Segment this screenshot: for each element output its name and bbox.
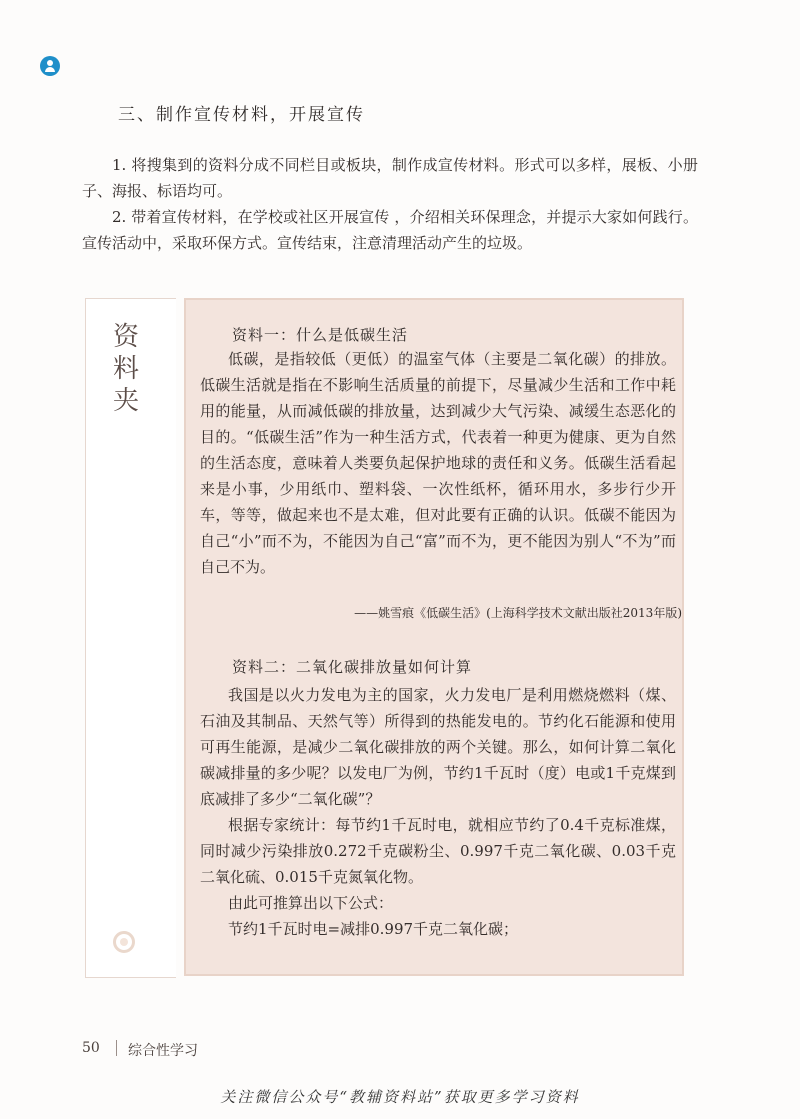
- footer-section-label: 综合性学习: [128, 1043, 198, 1059]
- material-1-title: 资料一：什么是低碳生活: [232, 326, 409, 344]
- material-1-body: [200, 346, 676, 580]
- page-number: 50: [82, 1040, 100, 1056]
- material-2-paragraph: 由此可推算出以下公式：: [228, 894, 394, 912]
- footer-divider: [116, 1040, 117, 1056]
- material-2-body: [200, 682, 676, 942]
- material-2-paragraph: 根据专家统计：每节约1千瓦时电，就相应节约了0.4千克标准煤，同时减少污染排放0.272千克碳粉尘、0.997千克二氧化碳、0.03千克二氧化硫、0.015千克氮氧化物。: [200, 816, 676, 886]
- sidebar-title: 资料夹: [112, 322, 139, 416]
- instruction-paragraph-1: 1. 将搜集到的资料分成不同栏目或板块，制作成宣传材料。形式可以多样，展板、小册子、海报、标语均可。: [82, 156, 698, 200]
- user-badge-icon: [40, 56, 60, 76]
- material-1-text: 低碳，是指较低（更低）的温室气体（主要是二氧化碳）的排放。低碳生活就是指在不影响生活质量的前提下，尽量减少生活和工作中耗用的能量，从而减低碳的排放量，达到减少大气污染、减缓生态恶化的目的。“低碳生活”作为一种生活方式，代表着一种更为健康、更为自然的生活态度，意味着人类要负起保护地球的责任和义务。低碳生活看起来是小事，少用纸巾、塑料袋、一次性纸杯，循环用水，多步行少开车，等等，做起来也不是太难，但对此要有正确的认识。低碳不能因为自己“小”而不为，不能因为自己“富”而不为，更不能因为别人“不为”而自己不为。: [200, 350, 676, 576]
- instruction-paragraph-2: 2. 带着宣传材料，在学校或社区开展宣传 ，介绍相关环保理念，并提示大家如何践行。宣传活动中，采取环保方式。宣传结束，注意清理活动产生的垃圾。: [82, 208, 698, 252]
- material-2-title: 资料二：二氧化碳排放量如何计算: [232, 658, 473, 676]
- material-sidebar: [85, 298, 176, 978]
- bottom-watermark-note: 关注微信公众号“教辅资料站”获取更多学习资料: [220, 1088, 580, 1106]
- material-2-paragraph: 我国是以火力发电为主的国家，火力发电厂是利用燃烧燃料（煤、石油及其制品、天然气等）所得到的热能发电的。节约化石能源和使用可再生能源，是减少二氧化碳排放的两个关键。那么，如何计算二氧化碳减排量的多少呢？以发电厂为例，节约1千瓦时（度）电或1千克煤到底减排了多少“二氧化碳”？: [200, 686, 676, 808]
- section-title: 三、制作宣传材料，开展宣传: [118, 105, 365, 125]
- material-1-citation: ——姚雪痕《低碳生活》(上海科学技术文献出版社2013年版): [354, 606, 682, 620]
- circle-ornament-icon: [113, 931, 135, 953]
- material-2-paragraph: 节约1千瓦时电=减排0.997千克二氧化碳；: [228, 920, 519, 938]
